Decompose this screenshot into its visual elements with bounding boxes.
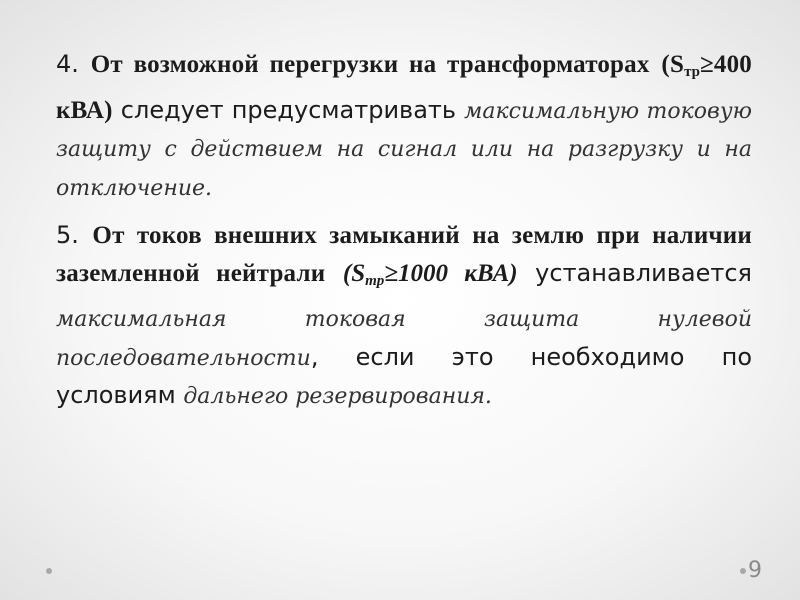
item-5-italic-text-2: дальнего резервирования. <box>183 384 492 409</box>
item-5-plain-text: устанавливается <box>535 258 752 287</box>
item-4 <box>56 46 752 207</box>
slide-body <box>56 46 752 416</box>
item-4-number: 4. <box>56 50 79 78</box>
right-dot-ornament <box>740 568 746 574</box>
item-4-italic-text: максимальную токовую защиту с действием на сигнал или на разгрузку и на отключение. <box>56 98 752 201</box>
item-4-plain-text: следует предусматривать <box>120 95 457 124</box>
item-4-s-symbol: (S <box>661 51 685 78</box>
item-5-number: 5. <box>56 221 79 249</box>
item-5-italic-text: максимальная токовая защита нулевой последовательности <box>56 307 752 371</box>
item-4-power-value: ≥400 кВА) <box>56 51 752 124</box>
item-5-plain-text-2: , если это необходимо по условиям <box>56 342 752 409</box>
item-5-s-symbol: (S <box>342 259 366 287</box>
left-dot-ornament <box>46 568 52 574</box>
item-5-subscript: тр <box>365 272 385 289</box>
page-number: 9 <box>748 558 762 583</box>
item-5-power-value: ≥1000 кВА) <box>384 259 518 287</box>
item-5-bold-text: От токов внешних замыканий на землю при наличии заземленной нейтрали <box>56 222 752 287</box>
item-4-subscript: тр <box>684 64 700 80</box>
item-4-bold-text: От возможной перегрузки на трансформаторах <box>90 51 650 78</box>
item-5 <box>56 217 752 416</box>
